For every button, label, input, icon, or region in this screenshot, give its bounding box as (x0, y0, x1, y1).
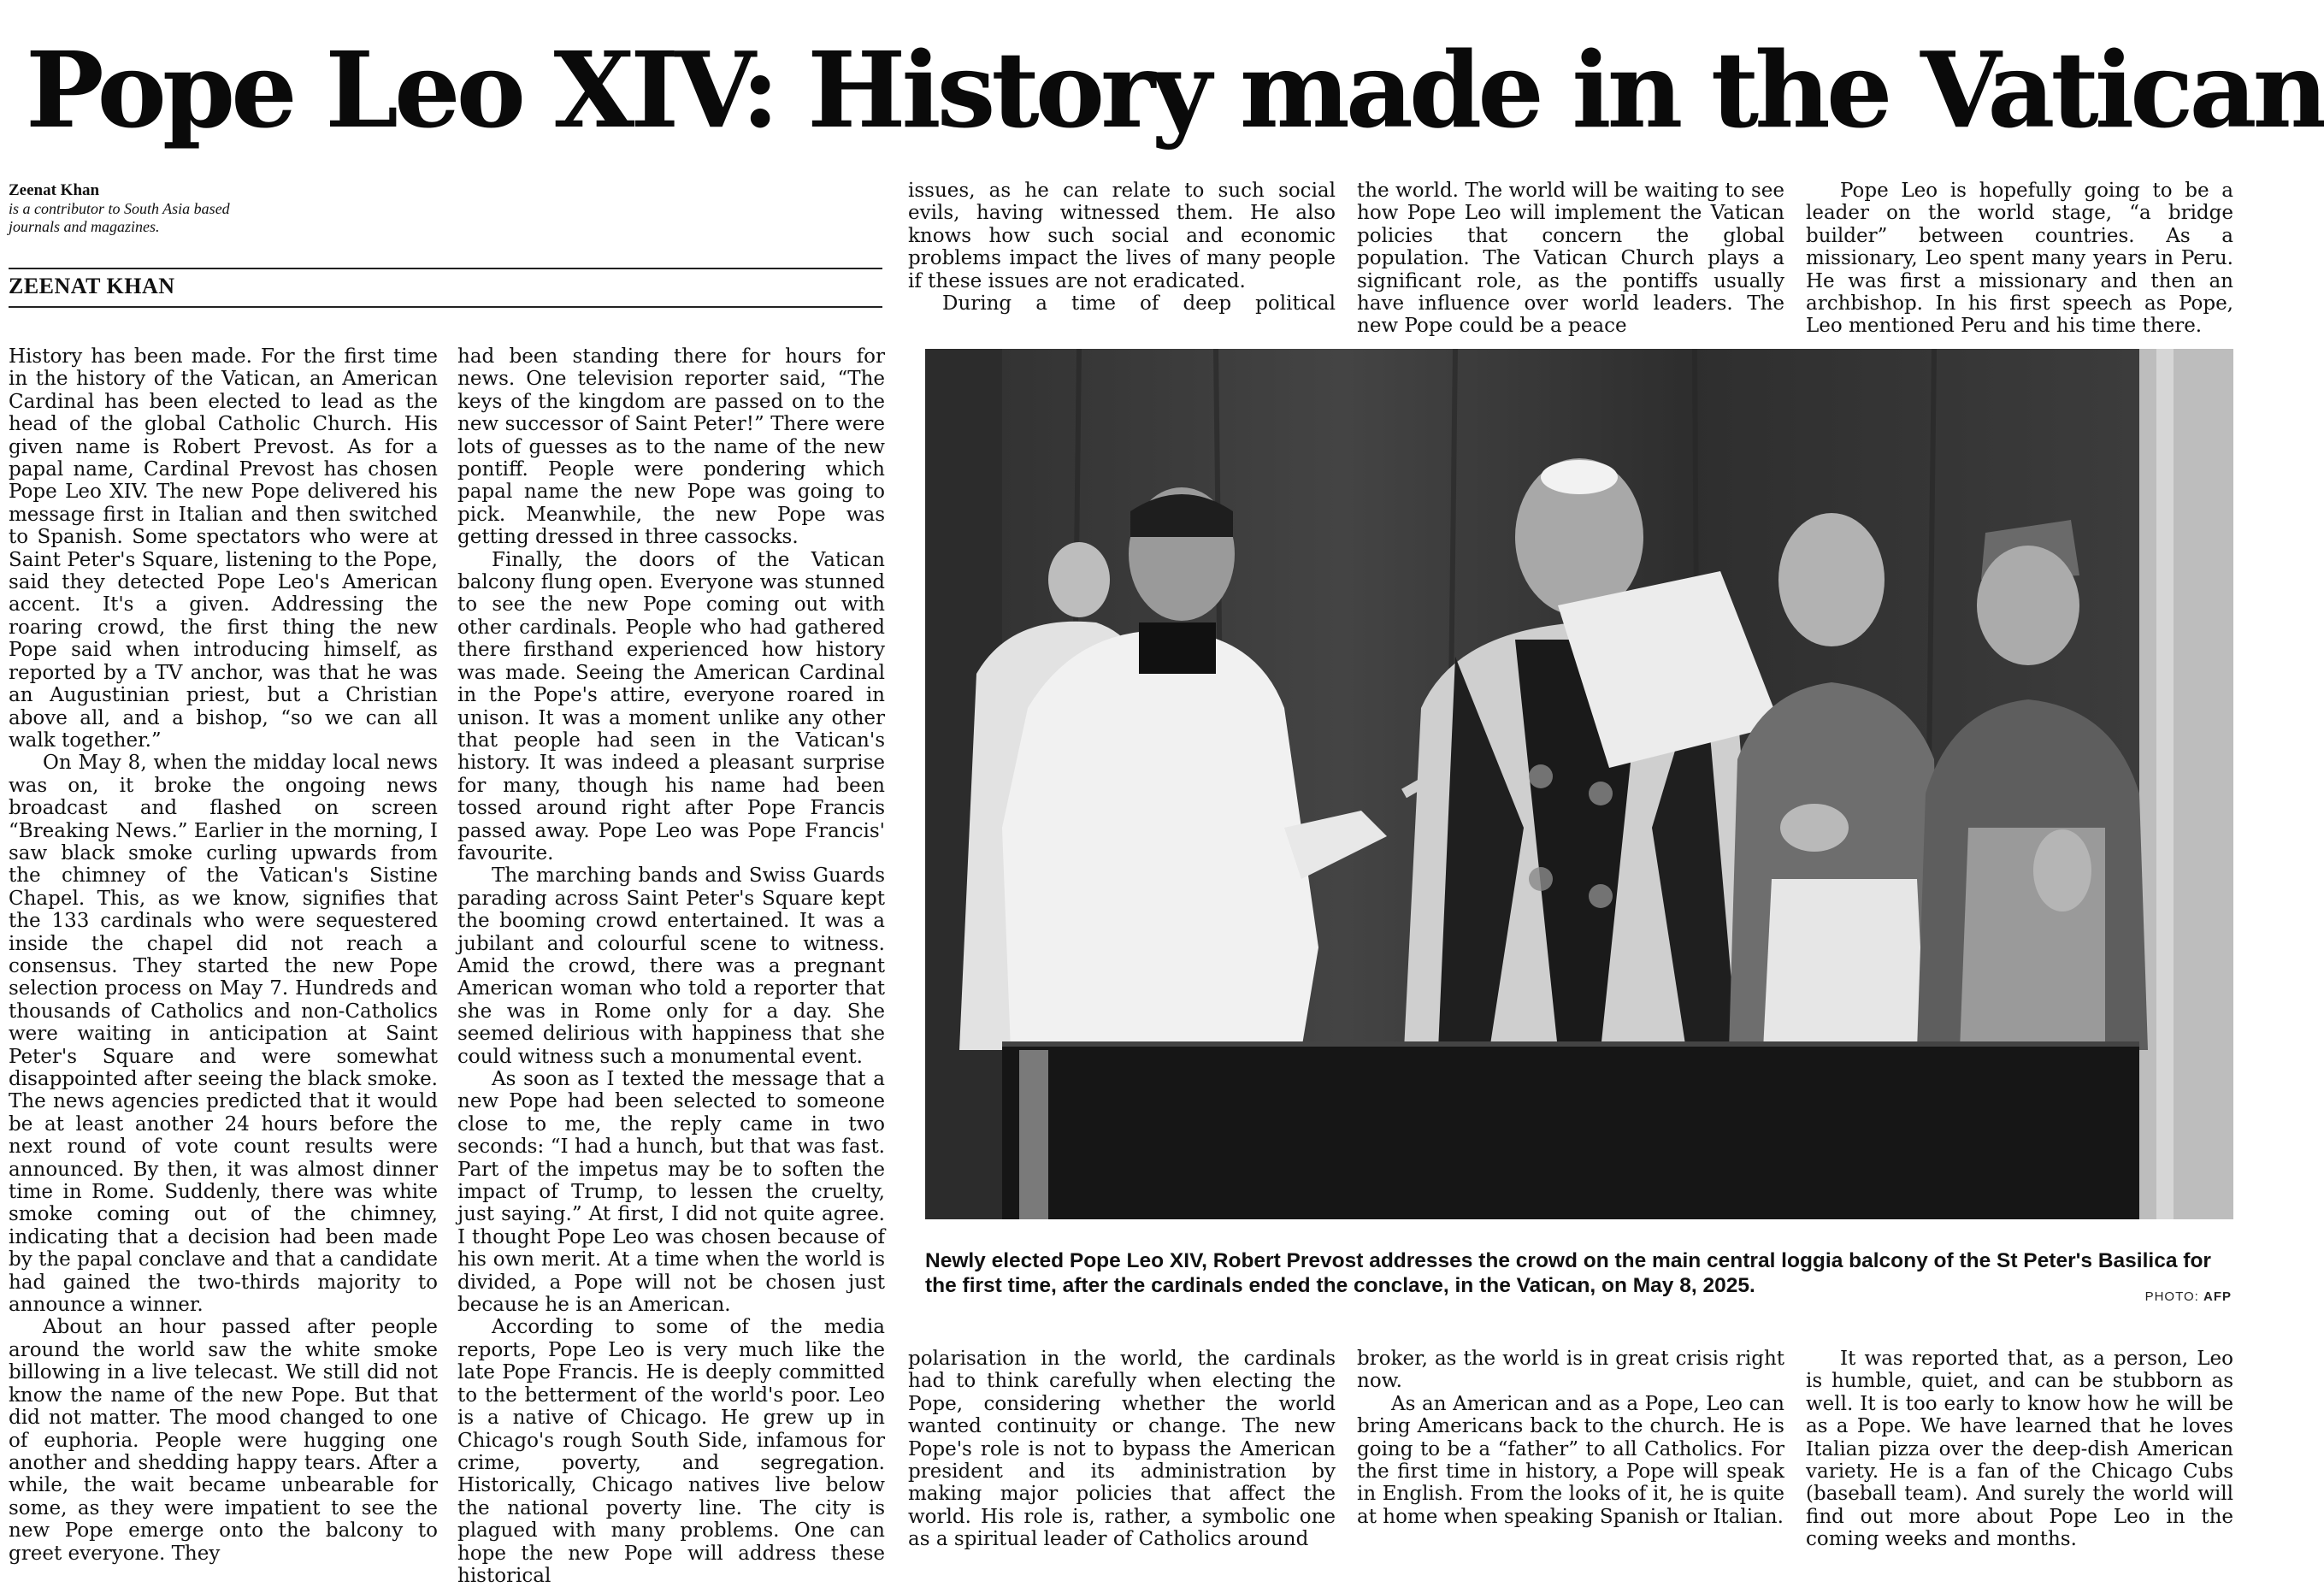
photo-caption: Newly elected Pope Leo XIV, Robert Prevost addresses the crowd on the main central loggia balcony of the St Peter's Basilica for the first time, after the cardinals ended the conclave, in the Vatican, on May 8, 2025. (925, 1249, 2211, 1297)
article-column-1 (9, 345, 438, 1565)
paragraph: As soon as I texted the message that a new Pope had been selected to someone close to me, the reply came in two seconds: “I had a hunch, but that was fast. Part of the impetus may be to soften the impact of Trump, to lessen the cruelty, just saying.” At first, I did not quite agree. I thought Pope Leo was chosen because of his own merit. At a time when the world is divided, a Pope will not be chosen just because he is an American. (457, 1068, 885, 1317)
headline: Pope Leo XIV: History made in the Vatican (26, 28, 2324, 151)
paragraph: issues, as he can relate to such social evils, having witnessed them. He also knows how such social and economic problems impact the lives of many people if these issues are not eradicated. (908, 180, 1336, 292)
author-box (9, 181, 882, 236)
article-column-4-bottom (1357, 1348, 1784, 1549)
article-column-5-top (1806, 180, 2233, 339)
paragraph: On May 8, when the midday local news was on, it broke the ongoing news broadcast and flashed on screen “Breaking News.” Earlier in the morning, I saw black smoke curling upwards from the chimney of the Vatican's Sistine Chapel. This, as we know, signifies that the 133 cardinals who were sequestered inside the chapel did not reach a consensus. They started the new Pope selection process on May 7. Hundreds and thousands of Catholics and non-Catholics were waiting in anticipation at Saint Peter's Square and were somewhat disappointed after seeing the black smoke. The news agencies predicted that it would be at least another 24 hours before the next round of vote count results were announced. By then, it was almost dinner time in Rome. Suddenly, there was white smoke coming out of the chimney, indicating that a decision had been made by the papal conclave and that a candidate had gained the two-thirds majority to announce a winner. (9, 752, 438, 1317)
news-photo (925, 349, 2233, 1219)
byline-top-rule (9, 268, 882, 269)
paragraph: As an American and as a Pope, Leo can bring Americans back to the church. He is going to be a “father” to all Catholics. For the first time in history, a Pope will speak in English. From the looks of it, he is quite at home when speaking Spanish or Italian. (1357, 1392, 1784, 1528)
article-column-3-top (908, 180, 1336, 339)
paragraph: polarisation in the world, the cardinals had to think carefully when electing the Pope, considering whether the world wanted continuity or change. The new Pope's role is not to bypass the American president and its administration by making major policies that affect the world. His role is, rather, a symbolic one as a spiritual leader of Catholics around (908, 1348, 1336, 1551)
paragraph: History has been made. For the first time in the history of the Vatican, an American Cardinal has been elected to lead as the head of the global Catholic Church. His given name is Robert Prevost. As for a papal name, Cardinal Prevost has chosen Pope Leo XIV. The new Pope delivered his message first in Italian and then switched to Spanish. Some spectators who were at Saint Peter's Square, listening to the Pope, said they detected Pope Leo's American accent. It's a given. Addressing the roaring crowd, the first thing the new Pope said when introducing himself, as reported by a TV anchor, was that he was an Augustinian priest, but a Christian above all, and a bishop, “so we can all walk together.” (9, 345, 438, 752)
paragraph: It was reported that, as a person, Leo is humble, quiet, and can be stubborn as well. It is too early to know how he will be as a Pope. We have learned that he loves Italian pizza over the deep-dish American variety. He is a fan of the Chicago Cubs (baseball team). And surely the world will find out more about Pope Leo in the coming weeks and months. (1806, 1348, 2233, 1551)
article-column-3-bottom (908, 1348, 1336, 1549)
author-bio: is a contributor to South Asia based journals and magazines. (9, 200, 230, 235)
byline: ZEENAT KHAN (9, 274, 175, 298)
photo-credit-label: PHOTO: (2144, 1289, 2199, 1304)
paragraph: According to some of the media reports, Pope Leo is very much like the late Pope Francis. He is deeply committed to the betterment of the world's poor. Leo is a native of Chicago. He grew up in Chicago's rough South Side, infamous for crime, poverty, and segregation. Historically, Chicago natives live below the national poverty line. The city is plagued with many problems. One can hope the new Pope will address these historical (457, 1316, 885, 1587)
photo-credit-source: AFP (2203, 1289, 2232, 1304)
paragraph: The marching bands and Swiss Guards parading across Saint Peter's Square kept the booming crowd entertained. It was a jubilant and colourful scene to witness. Amid the crowd, there was a pregnant American woman who told a reporter that she was in Rome only for a day. She seemed delirious with happiness that she could witness such a monumental event. (457, 864, 885, 1068)
paragraph: had been standing there for hours for news. One television reporter said, “The keys of the kingdom are passed on to the new successor of Saint Peter!” There were lots of guesses as to the name of the new pontiff. People were pondering which papal name the new Pope was going to pick. Meanwhile, the new Pope was getting dressed in three cassocks. (457, 345, 885, 549)
article-column-2 (457, 345, 885, 1587)
paragraph: Finally, the doors of the Vatican balcony flung open. Everyone was stunned to see the new Pope coming out with other cardinals. People who had gathered there firsthand experienced how history was made. Seeing the American Cardinal in the Pope's attire, everyone roared in unison. It was a moment unlike any other that people had seen in the Vatican's history. It was indeed a pleasant surprise for many, though his name had been tossed around right after Pope Francis passed away. Pope Leo was Pope Francis' favourite. (457, 548, 885, 864)
paragraph: Pope Leo is hopefully going to be a leader on the world stage, “a bridge builder” between countries. As a missionary, Leo spent many years in Peru. He was first a missionary and then an archbishop. In his first speech as Pope, Leo mentioned Peru and his time there. (1806, 180, 2233, 338)
article-column-4-top (1357, 180, 1784, 339)
paragraph: During a time of deep political (942, 292, 1336, 316)
paragraph: broker, as the world is in great crisis right now. (1357, 1348, 1784, 1393)
paragraph: About an hour passed after people around the world saw the white smoke billowing in a live telecast. We still did not know the name of the new Pope. But that did not matter. The mood changed to one of euphoria. People were hugging one another and shedding happy tears. After a while, the wait became unbearable for some, as they were impatient to see the new Pope emerge onto the balcony to greet everyone. They (9, 1316, 438, 1565)
author-name: Zeenat Khan (9, 181, 100, 199)
photo-credit (2145, 1289, 2232, 1304)
article-column-5-bottom (1806, 1348, 2233, 1549)
paragraph: the world. The world will be waiting to see how Pope Leo will implement the Vatican policies that concern the global population. The Vatican Church plays a significant role, as the pontiffs usually have influence over world leaders. The new Pope could be a peace (1357, 180, 1784, 338)
byline-bottom-rule (9, 306, 882, 308)
